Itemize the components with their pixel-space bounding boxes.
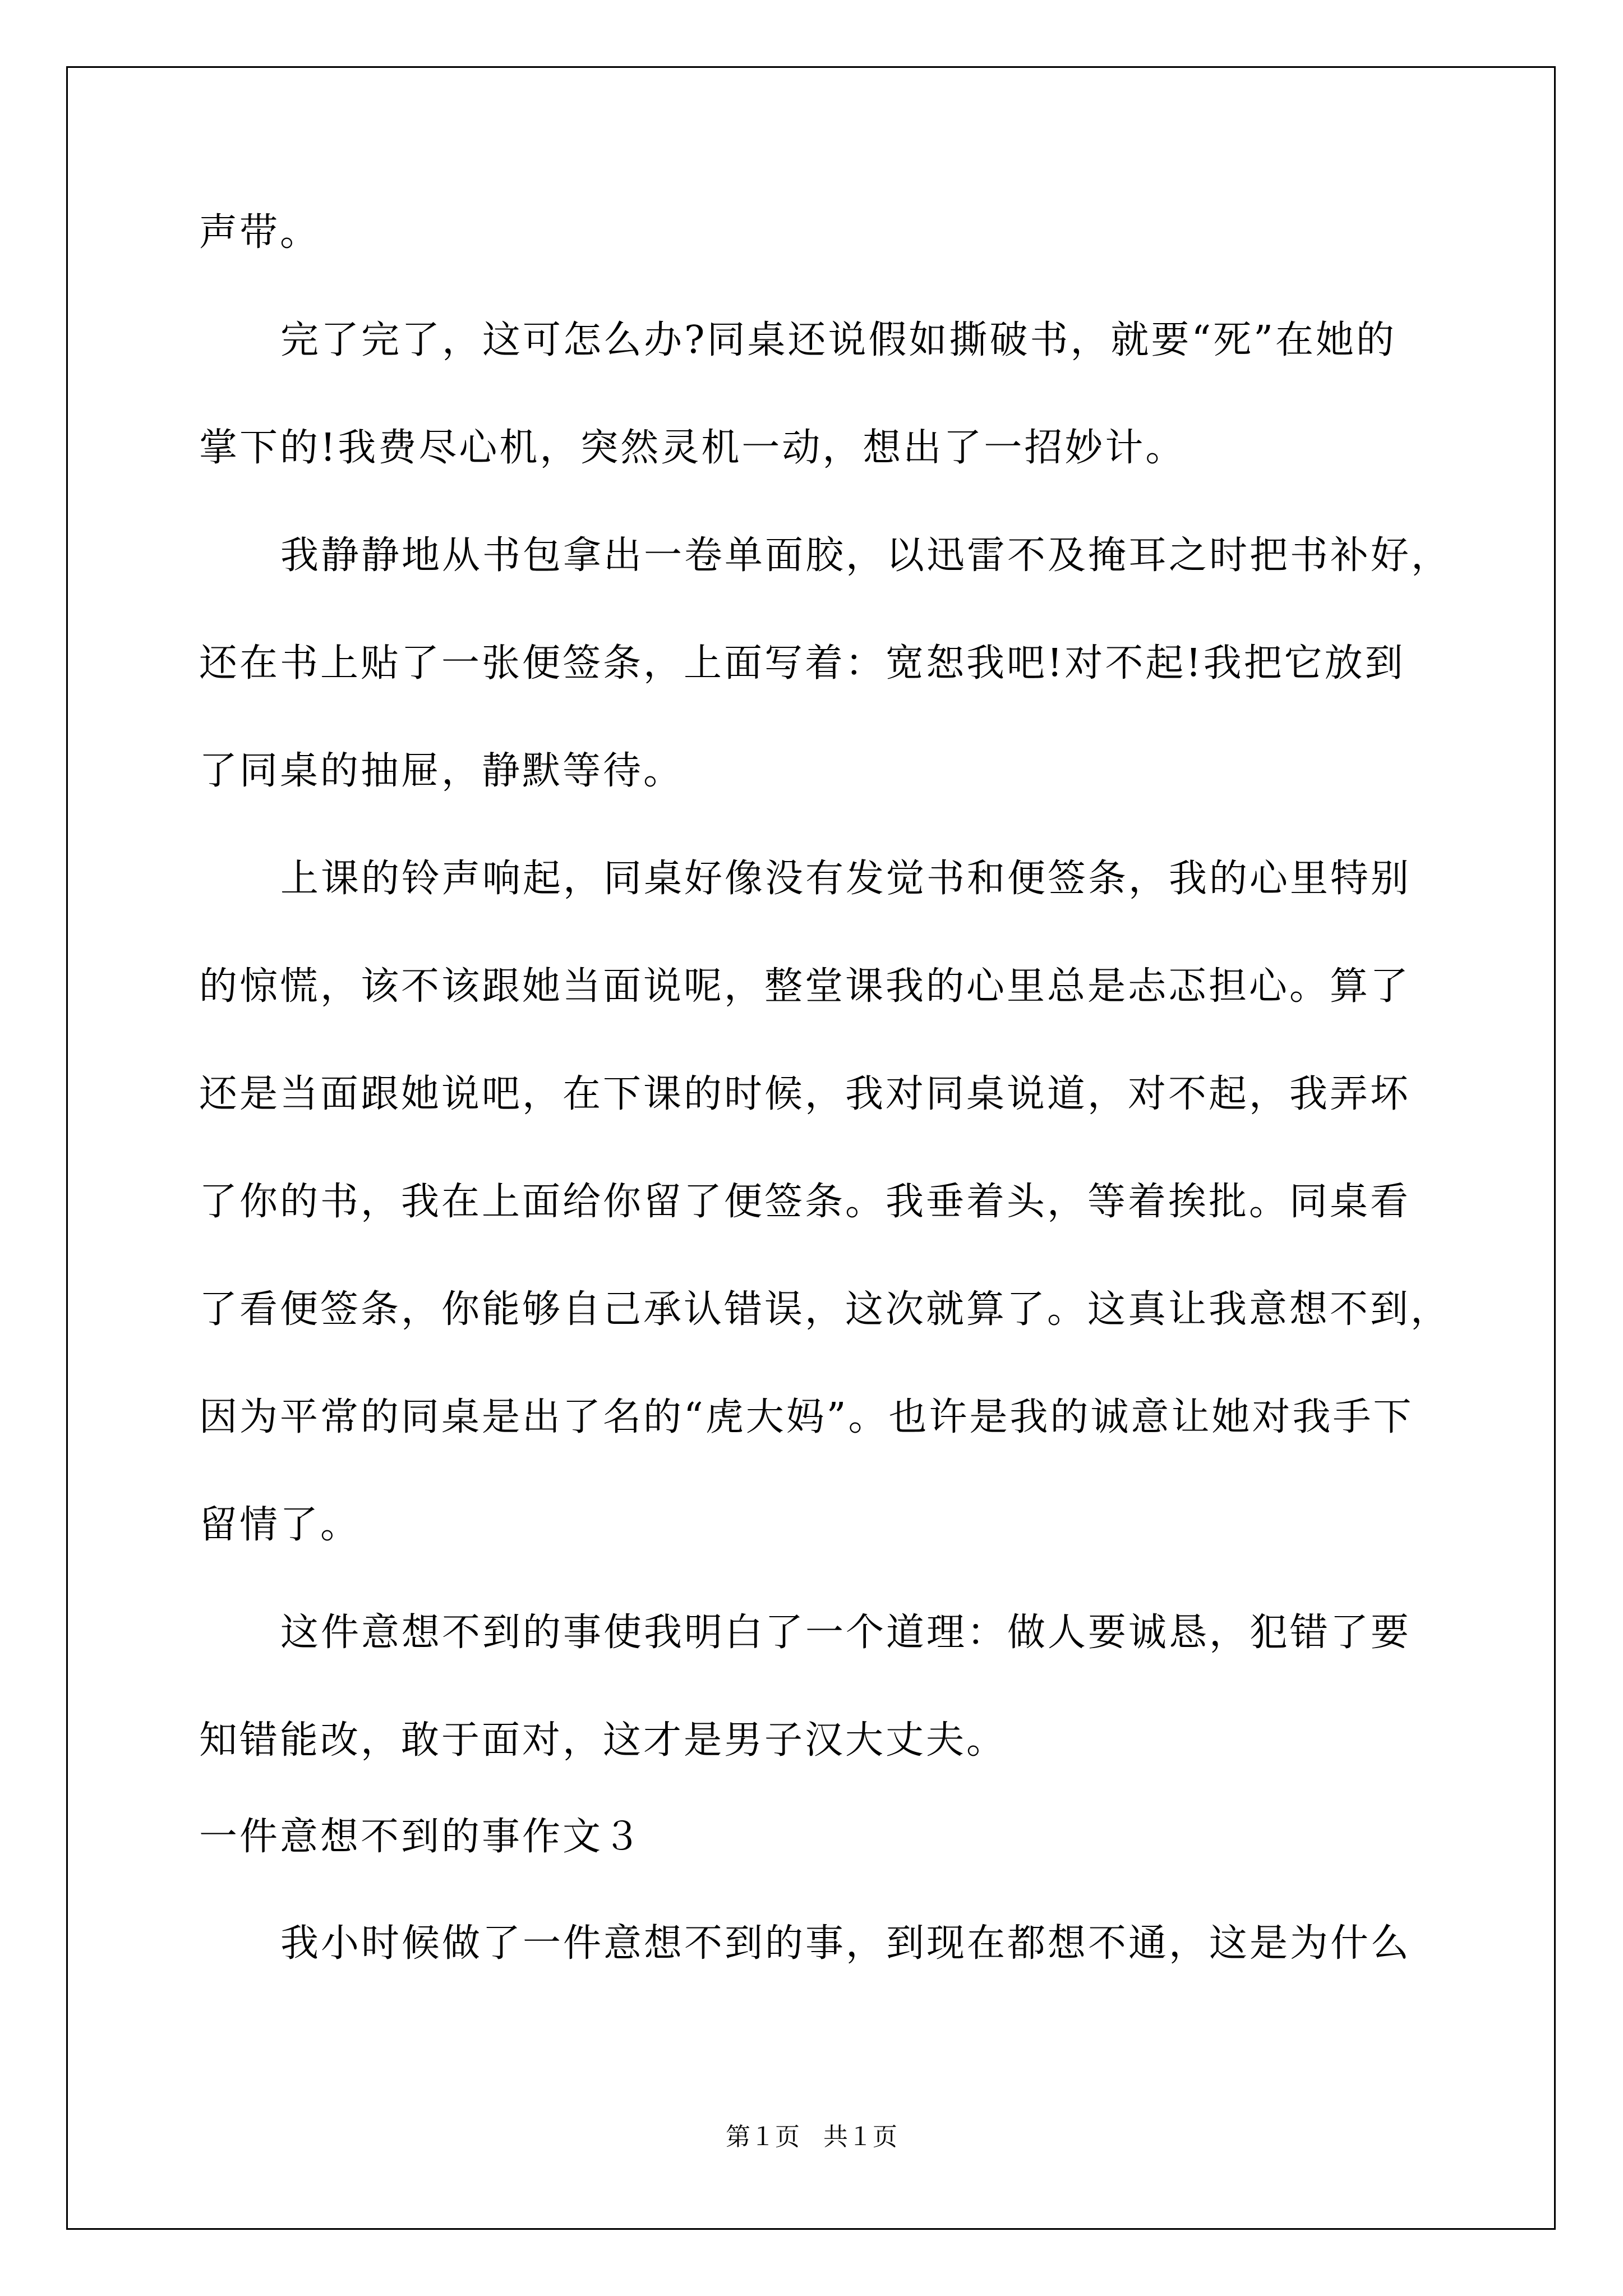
text-line: 了你的书，我在上面给你留了便签条。我垂着头，等着挨批。同桌看 (199, 1180, 1411, 1224)
text-line: 留情了。 (199, 1503, 361, 1547)
paragraph-start: 上课的铃声响起，同桌好像没有发觉书和便签条，我的心里特别 (280, 857, 1412, 901)
paragraph-start: 完了完了，这可怎么办?同桌还说假如撕破书，就要“死”在她的 (280, 318, 1396, 362)
paragraph-start: 我静静地从书包拿出一卷单面胶，以迅雷不及掩耳之时把书补好， (280, 533, 1452, 578)
page-number: 第１页 (726, 2123, 800, 2151)
text-line: 的惊慌，该不该跟她当面说呢，整堂课我的心里总是忐忑担心。算了 (199, 964, 1411, 1009)
text-line: 声带。 (199, 210, 321, 255)
text-line: 了同桌的抽屉，静默等待。 (199, 749, 684, 793)
page-total: 共１页 (823, 2123, 897, 2151)
text-line: 知错能改，敢于面对，这才是男子汉大丈夫。 (199, 1718, 1007, 1763)
section-heading: 一件意想不到的事作文３ (199, 1815, 644, 1859)
text-line: 因为平常的同桌是出了名的“虎大妈”。也许是我的诚意让她对我手下 (199, 1395, 1414, 1439)
page-border (66, 66, 1556, 2230)
paragraph-start: 这件意想不到的事使我明白了一个道理：做人要诚恳，犯错了要 (280, 1611, 1412, 1655)
text-line: 还是当面跟她说吧，在下课的时候，我对同桌说道，对不起，我弄坏 (199, 1072, 1411, 1116)
paragraph-start: 我小时候做了一件意想不到的事，到现在都想不通，这是为什么 (280, 1921, 1412, 1966)
text-line: 还在书上贴了一张便签条，上面写着：宽恕我吧!对不起!我把它放到 (199, 641, 1405, 685)
text-line: 了看便签条，你能够自己承认错误，这次就算了。这真让我意想不到， (199, 1287, 1451, 1332)
text-line: 掌下的!我费尽心机，突然灵机一动，想出了一招妙计。 (199, 426, 1186, 470)
page-footer (0, 2120, 1623, 2154)
